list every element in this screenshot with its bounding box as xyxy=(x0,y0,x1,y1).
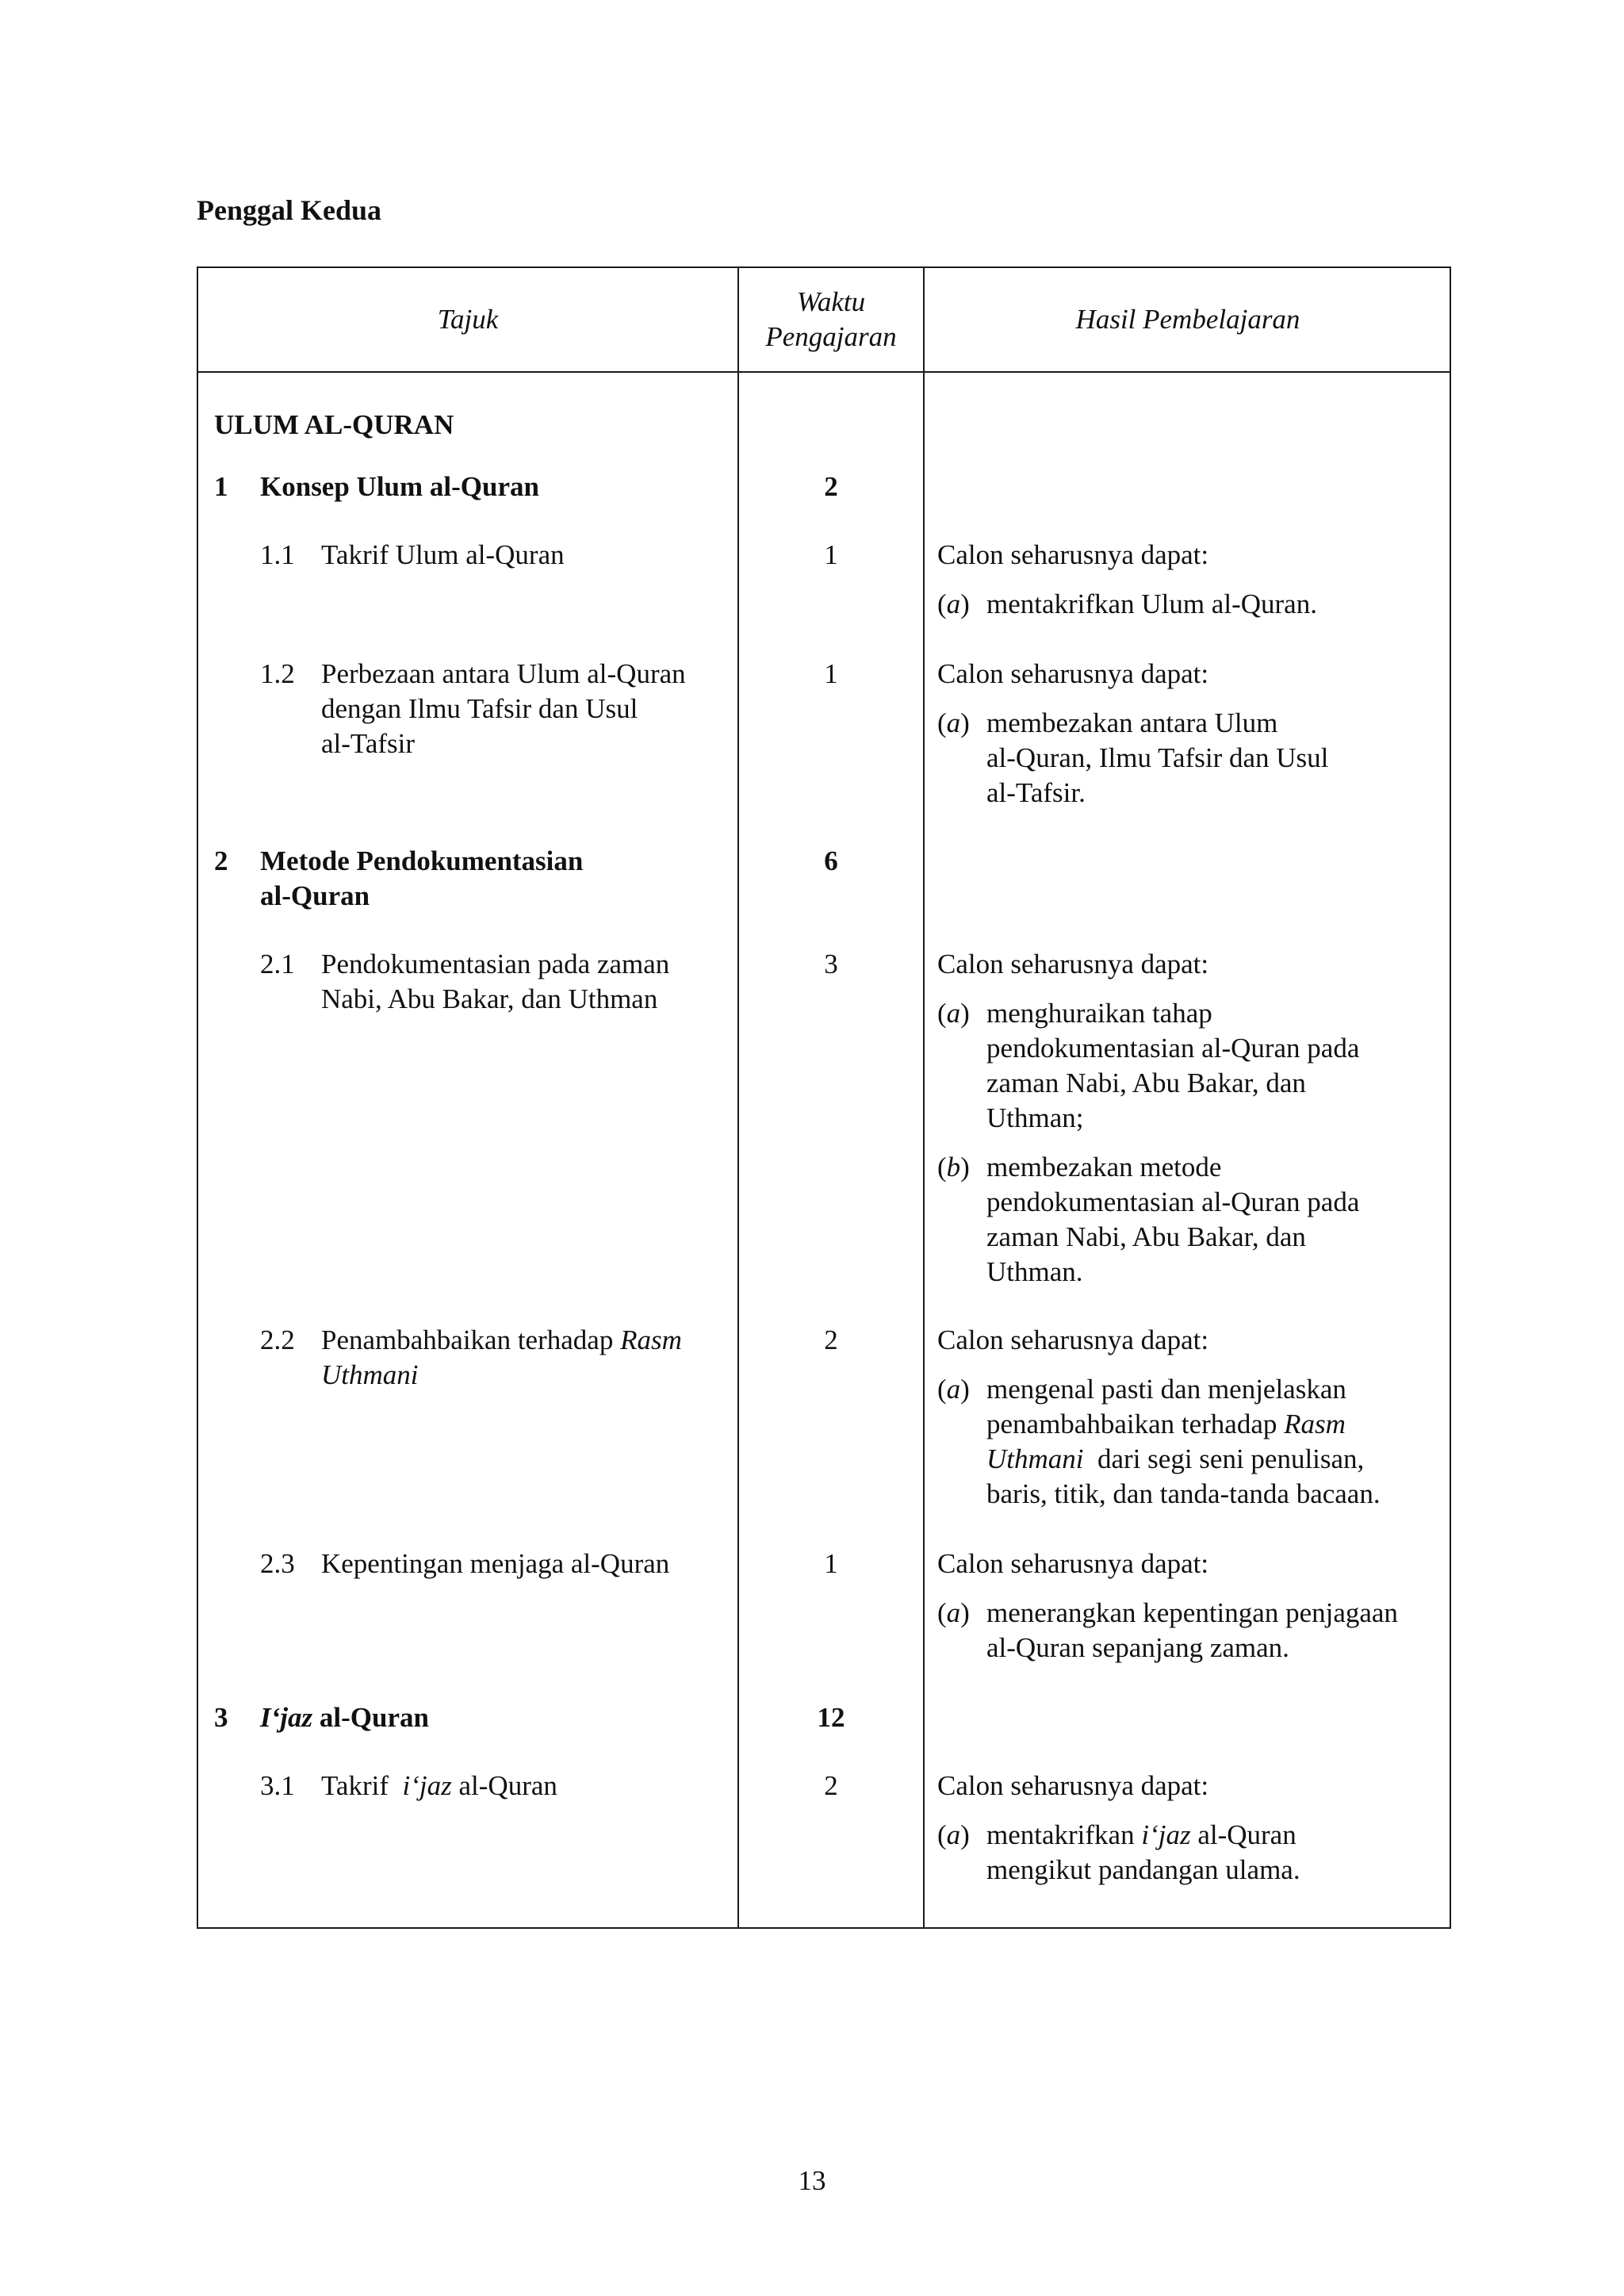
outcome-intro: Calon seharusnya dapat: xyxy=(937,949,1209,979)
outcome-text: Uthman. xyxy=(986,1256,1083,1287)
column-divider xyxy=(737,268,739,1927)
outcome-text: pendokumentasian al-Quran pada xyxy=(986,1033,1360,1064)
outcome-intro: Calon seharusnya dapat: xyxy=(937,1548,1209,1579)
outcome-marker: (a) xyxy=(937,1819,970,1850)
outcome-text: menerangkan kepentingan penjagaan xyxy=(986,1597,1398,1628)
subtopic-title: dengan Ilmu Tafsir dan Usul xyxy=(321,693,638,724)
subtopic-number: 2.3 xyxy=(260,1548,295,1579)
outcome-text: zaman Nabi, Abu Bakar, dan xyxy=(986,1221,1306,1252)
outcome-text: membezakan antara Ulum xyxy=(986,707,1278,738)
subtopic-number: 1.1 xyxy=(260,539,295,570)
subtopic-title: al-Tafsir xyxy=(321,728,416,759)
outcome-text: pendokumentasian al-Quran pada xyxy=(986,1186,1360,1217)
outcome-text: penambahbaikan terhadap Rasm xyxy=(986,1409,1346,1439)
page-number: 13 xyxy=(798,2165,826,2196)
topic-hours: 2 xyxy=(824,471,838,502)
topic-hours: 6 xyxy=(824,845,838,876)
subtopic-hours: 2 xyxy=(824,1324,838,1355)
subtopic-number: 2.1 xyxy=(260,949,295,979)
outcome-marker: (a) xyxy=(937,588,970,619)
subtopic-hours: 3 xyxy=(824,949,838,979)
outcome-text: al-Tafsir. xyxy=(986,777,1086,808)
subtopic-title: Pendokumentasian pada zaman xyxy=(321,949,670,979)
topic-number: 2 xyxy=(214,845,228,876)
subtopic-number: 2.2 xyxy=(260,1324,295,1355)
column-header-time-line: Pengajaran xyxy=(765,321,897,352)
topic-number: 1 xyxy=(214,471,228,502)
section-title: ULUM AL-QURAN xyxy=(214,409,454,440)
outcome-intro: Calon seharusnya dapat: xyxy=(937,658,1209,689)
column-header-time xyxy=(739,268,923,371)
outcome-text: menghuraikan tahap xyxy=(986,998,1212,1029)
topic-hours: 12 xyxy=(817,1702,845,1733)
subtopic-title: Nabi, Abu Bakar, dan Uthman xyxy=(321,983,658,1014)
outcome-marker: (a) xyxy=(937,1597,970,1628)
subtopic-title: Uthmani xyxy=(321,1359,419,1390)
outcome-text: Uthman; xyxy=(986,1102,1084,1133)
subtopic-hours: 1 xyxy=(824,658,838,689)
subtopic-number: 1.2 xyxy=(260,658,295,689)
column-header-time-line: Waktu xyxy=(796,286,866,317)
subtopic-hours: 1 xyxy=(824,539,838,570)
outcome-marker: (a) xyxy=(937,998,970,1029)
outcome-text: Uthmani dari segi seni penulisan, xyxy=(986,1443,1365,1474)
topic-title: Konsep Ulum al-Quran xyxy=(260,471,539,502)
outcome-marker: (a) xyxy=(937,707,970,738)
outcome-text: zaman Nabi, Abu Bakar, dan xyxy=(986,1068,1306,1098)
subtopic-title: Perbezaan antara Ulum al-Quran xyxy=(321,658,686,689)
subtopic-number: 3.1 xyxy=(260,1770,295,1801)
subtopic-title: Takrif i‘jaz al-Quran xyxy=(321,1770,557,1801)
syllabus-table xyxy=(197,266,1451,1929)
column-header-topic: Tajuk xyxy=(437,304,499,335)
header-divider xyxy=(198,371,1450,373)
outcome-intro: Calon seharusnya dapat: xyxy=(937,1324,1209,1355)
page-heading: Penggal Kedua xyxy=(197,194,382,226)
outcome-text: mentakrifkan i‘jaz al-Quran xyxy=(986,1819,1297,1850)
outcome-text: mentakrifkan Ulum al-Quran. xyxy=(986,588,1317,619)
outcome-text: mengenal pasti dan menjelaskan xyxy=(986,1374,1346,1405)
outcome-text: membezakan metode xyxy=(986,1152,1222,1182)
topic-title: al-Quran xyxy=(260,880,370,911)
column-divider xyxy=(923,268,925,1927)
outcome-text: al-Quran sepanjang zaman. xyxy=(986,1632,1289,1663)
outcome-marker: (a) xyxy=(937,1374,970,1405)
subtopic-title: Penambahbaikan terhadap Rasm xyxy=(321,1324,682,1355)
outcome-text: baris, titik, dan tanda-tanda bacaan. xyxy=(986,1478,1381,1509)
subtopic-title: Kepentingan menjaga al-Quran xyxy=(321,1548,670,1579)
outcome-text: mengikut pandangan ulama. xyxy=(986,1854,1300,1885)
topic-number: 3 xyxy=(214,1702,228,1733)
outcome-marker: (b) xyxy=(937,1152,970,1182)
subtopic-hours: 1 xyxy=(824,1548,838,1579)
column-header-outcome: Hasil Pembelajaran xyxy=(1075,304,1300,335)
subtopic-title: Takrif Ulum al-Quran xyxy=(321,539,565,570)
outcome-intro: Calon seharusnya dapat: xyxy=(937,1770,1209,1801)
topic-title: I‘jaz al-Quran xyxy=(260,1702,429,1733)
subtopic-hours: 2 xyxy=(824,1770,838,1801)
outcome-intro: Calon seharusnya dapat: xyxy=(937,539,1209,570)
outcome-text: al-Quran, Ilmu Tafsir dan Usul xyxy=(986,742,1329,773)
topic-title: Metode Pendokumentasian xyxy=(260,845,584,876)
